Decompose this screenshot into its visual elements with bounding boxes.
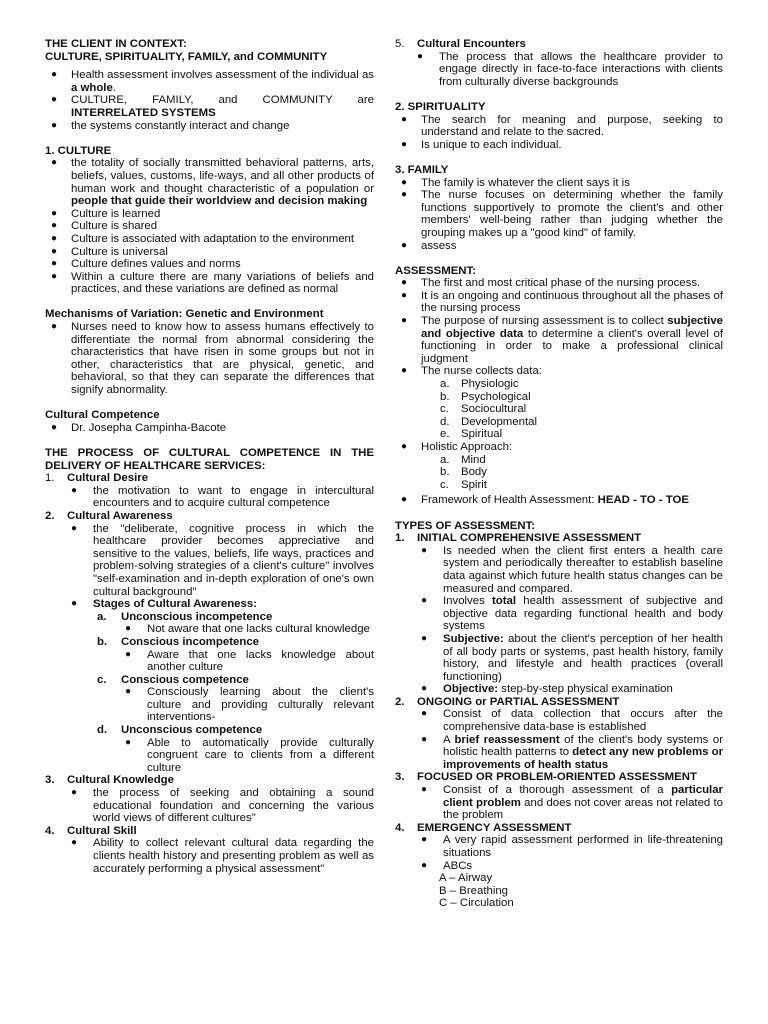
bullet-icon: ● bbox=[51, 69, 58, 81]
type-1-bullet: ● Objective: step-by-step physical examination bbox=[421, 683, 673, 696]
culture-bullet: ● Culture is learned bbox=[51, 207, 161, 220]
bullet-icon: ● bbox=[51, 245, 58, 257]
assessment-heading: ASSESSMENT: bbox=[395, 264, 477, 277]
competence-bullet: ● Dr. Josepha Campinha-Bacote bbox=[51, 421, 227, 434]
holistic-item: b. Body bbox=[440, 466, 487, 479]
process-step-2-text: ● the "deliberate, cognitive process in which the healthcare provider becomes appreciative and sensitive to the values, beliefs, life ways, practices and problem-solving strategies of a client's culture" involves "self-examination and in-depth exploration of one's own cultural background" bbox=[71, 522, 374, 598]
spirituality-bullet: ● The search for meaning and purpose, seeking to understand and relate to the sacred. bbox=[401, 113, 723, 139]
abc-item: B – Breathing bbox=[439, 884, 509, 897]
type-4-bullet: ● A very rapid assessment performed in life-threatening situations bbox=[421, 834, 723, 859]
culture-heading: 1. CULTURE bbox=[45, 144, 112, 157]
bullet-icon: ● bbox=[71, 522, 78, 534]
type-4-title: 4. EMERGENCY ASSESSMENT bbox=[395, 821, 572, 834]
process-heading: THE PROCESS OF CULTURAL COMPETENCE IN THE DELIVERY OF HEALTHCARE SERVICES: bbox=[45, 447, 374, 472]
type-3-bullet: ● Consist of a thorough assessment of a particular client problem and does not cover areas not related to the problem bbox=[421, 784, 723, 822]
doc-title-line-1: THE CLIENT IN CONTEXT: bbox=[45, 38, 187, 50]
stage-b-text: ● Aware that one lacks knowledge about another culture bbox=[125, 648, 374, 674]
culture-bullet-definition: ● the totality of socially transmitted behavioral patterns, arts, beliefs, values, customs, life-ways, and all other products of human work and thought characteristic of a population or people that guide their worldview and decision making bbox=[51, 157, 374, 208]
bullet-icon: ● bbox=[51, 157, 58, 169]
bullet-icon: ● bbox=[401, 441, 408, 452]
bullet-icon: ● bbox=[71, 837, 78, 849]
bullet-icon: ● bbox=[71, 598, 78, 610]
bullet-icon: ● bbox=[421, 859, 428, 871]
stage-d-title: d. Unconscious competence bbox=[97, 724, 263, 737]
bullet-icon: ● bbox=[71, 787, 78, 799]
bullet-icon: ● bbox=[51, 94, 58, 106]
stage-c-title: c. Conscious competence bbox=[97, 673, 249, 686]
encounters-text: ● The process that allows the healthcare provider to engage directly in face-to-face interactions with clients from culturally diverse backgrounds bbox=[417, 50, 723, 88]
type-1-bullet: ● Subjective: about the client's perception of her health of all body parts or systems, past health history, family history, and lifestyle and health practices (overall functioning) bbox=[421, 632, 723, 683]
type-1-title: 1. INITIAL COMPREHENSIVE ASSESSMENT bbox=[395, 532, 642, 545]
bullet-icon: ● bbox=[51, 421, 58, 433]
spirituality-bullet: ● Is unique to each individual. bbox=[401, 138, 562, 151]
family-bullet: ● The nurse focuses on determining whether the family functions supportively to promote the client's and other members' well-being rather than judging whether the grouping makes up a "good kind" of family. bbox=[401, 189, 723, 239]
bullet-icon: ● bbox=[421, 784, 428, 796]
intro-bullet-1: ● Health assessment involves assessment of the individual as a whole. bbox=[51, 69, 374, 94]
stage-a-title: a. Unconscious incompetence bbox=[97, 610, 273, 623]
doc-title-line-2: CULTURE, SPIRITUALITY, FAMILY, and COMMUNITY bbox=[45, 50, 328, 63]
process-step-1-title: 1. Cultural Desire bbox=[45, 472, 149, 485]
bullet-icon: ● bbox=[51, 258, 58, 270]
culture-bullet: ● Within a culture there are many variations of beliefs and practices, and these variations are defined as normal bbox=[51, 270, 374, 296]
culture-bullet: ● Culture defines values and norms bbox=[51, 258, 241, 271]
bullet-icon: ● bbox=[401, 176, 408, 188]
mechanisms-heading: Mechanisms of Variation: Genetic and Environment bbox=[45, 308, 324, 321]
bullet-icon: ● bbox=[125, 648, 132, 660]
bullet-icon: ● bbox=[421, 595, 428, 607]
data-item: a. Physiologic bbox=[440, 378, 519, 391]
type-1-bullet: ● Involves total health assessment of subjective and objective data regarding functional health and body systems bbox=[421, 595, 724, 633]
bullet-icon: ● bbox=[401, 138, 408, 150]
mechanisms-bullet: ● Nurses need to know how to assess humans effectively to differentiate the normal from abnormal considering the characteristics that have risen in some groups but not in other, characteristics that are physical, genetic, and behavioral, so that they can separate the differences that signify abnormality. bbox=[51, 321, 374, 397]
competence-heading: Cultural Competence bbox=[45, 409, 160, 422]
right-column bbox=[395, 38, 723, 910]
type-4-bullet: ● ABCs bbox=[421, 859, 473, 872]
culture-bullet: ● Culture is universal bbox=[51, 245, 168, 258]
spirituality-heading: 2. SPIRITUALITY bbox=[395, 100, 486, 113]
bullet-icon: ● bbox=[71, 484, 78, 496]
culture-bullet: ● Culture is associated with adaptation to the environment bbox=[51, 232, 355, 245]
assessment-bullet: ● Framework of Health Assessment: HEAD - TO - TOE bbox=[401, 494, 689, 507]
intro-bullet-2: ● CULTURE, FAMILY, and COMMUNITY are INTERRELATED SYSTEMS bbox=[51, 94, 374, 119]
bullet-icon: ● bbox=[125, 623, 132, 635]
process-step-1-text: ● the motivation to want to engage in intercultural encounters and to acquire cultural competence bbox=[71, 484, 374, 510]
process-step-2-title: 2. Cultural Awareness bbox=[45, 509, 173, 522]
type-2-title: 2. ONGOING or PARTIAL ASSESSMENT bbox=[395, 695, 620, 708]
bullet-icon: ● bbox=[51, 232, 58, 244]
holistic-item: c. Spirit bbox=[440, 478, 487, 491]
bullet-icon: ● bbox=[401, 315, 408, 327]
holistic-item: a. Mind bbox=[440, 453, 486, 466]
bullet-icon: ● bbox=[421, 683, 428, 695]
assessment-bullet: ● The nurse collects data: bbox=[401, 365, 542, 378]
stage-d-text: ● Able to automatically provide culturally congruent care to clients from a different culture bbox=[125, 736, 374, 774]
bullet-icon: ● bbox=[421, 632, 428, 644]
bullet-icon: ● bbox=[51, 321, 58, 333]
stage-a-text: ● Not aware that one lacks cultural knowledge bbox=[125, 623, 370, 636]
culture-bullet: ● Culture is shared bbox=[51, 220, 158, 233]
family-bullet: ● The family is whatever the client says it is bbox=[401, 176, 630, 189]
types-heading: TYPES OF ASSESSMENT: bbox=[395, 519, 536, 532]
bullet-icon: ● bbox=[401, 189, 408, 201]
bullet-icon: ● bbox=[421, 834, 428, 846]
bullet-icon: ● bbox=[51, 220, 58, 232]
data-item: b. Psychological bbox=[440, 390, 531, 403]
bullet-icon: ● bbox=[51, 119, 58, 131]
bullet-icon: ● bbox=[401, 113, 408, 125]
family-bullet: ● assess bbox=[401, 239, 457, 252]
intro-bullet-3: ● the systems constantly interact and change bbox=[51, 119, 290, 132]
assessment-bullet: ● Holistic Approach: bbox=[401, 441, 513, 453]
process-step-4-text: ● Ability to collect relevant cultural data regarding the clients health history and presenting problem as well as accurately performing a physical assessment" bbox=[71, 837, 374, 875]
stage-b-title: b. Conscious incompetence bbox=[97, 635, 259, 648]
bullet-icon: ● bbox=[401, 289, 408, 301]
abc-item: C – Circulation bbox=[439, 897, 514, 910]
assessment-bullet: ● The first and most critical phase of the nursing process. bbox=[401, 277, 701, 290]
type-2-bullet: ● A brief reassessment of the client's body systems or holistic health patterns to detect any new problems or improvements of health status bbox=[421, 733, 723, 771]
stages-heading: ● Stages of Cultural Awareness: bbox=[71, 598, 257, 611]
type-3-title: 3. FOCUSED OR PROBLEM-ORIENTED ASSESSMENT bbox=[395, 771, 697, 784]
process-step-4-title: 4. Cultural Skill bbox=[45, 824, 137, 837]
bullet-icon: ● bbox=[421, 733, 428, 745]
data-item: e. Spiritual bbox=[440, 428, 503, 441]
bullet-icon: ● bbox=[421, 708, 428, 720]
type-1-bullet: ● Is needed when the client first enters a health care system and periodically thereafter to establish baseline data against which future health status changes can be measured and compared. bbox=[421, 544, 723, 595]
process-step-3-text: ● the process of seeking and obtaining a sound educational foundation and concerning the various world views of different cultures" bbox=[71, 787, 374, 825]
abc-item: A – Airway bbox=[439, 872, 493, 885]
type-2-bullet: ● Consist of data collection that occurs after the comprehensive data-base is established bbox=[421, 708, 723, 734]
bullet-icon: ● bbox=[401, 365, 408, 377]
data-item: d. Developmental bbox=[440, 415, 537, 428]
assessment-bullet: ● It is an ongoing and continuous throughout all the phases of the nursing process bbox=[401, 289, 723, 315]
bullet-icon: ● bbox=[401, 494, 408, 506]
bullet-icon: ● bbox=[125, 736, 132, 748]
bullet-icon: ● bbox=[51, 207, 58, 219]
data-item: c. Sociocultural bbox=[440, 403, 527, 416]
assessment-bullet: ● The purpose of nursing assessment is to collect subjective and objective data to determine a client's overall level of functioning in order to make a professional clinical judgment bbox=[401, 315, 723, 365]
bullet-icon: ● bbox=[125, 686, 132, 698]
bullet-icon: ● bbox=[401, 277, 408, 289]
process-step-3-title: 3. Cultural Knowledge bbox=[45, 774, 174, 787]
left-column bbox=[45, 38, 374, 875]
stage-c-text: ● Consciously learning about the client's culture and providing culturally relevant interventions- bbox=[125, 686, 374, 724]
bullet-icon: ● bbox=[417, 50, 424, 62]
bullet-icon: ● bbox=[421, 544, 428, 556]
bullet-icon: ● bbox=[51, 270, 58, 282]
bullet-icon: ● bbox=[401, 239, 408, 251]
encounters-title: 5. Cultural Encounters bbox=[395, 38, 526, 50]
family-heading: 3. FAMILY bbox=[395, 163, 449, 176]
